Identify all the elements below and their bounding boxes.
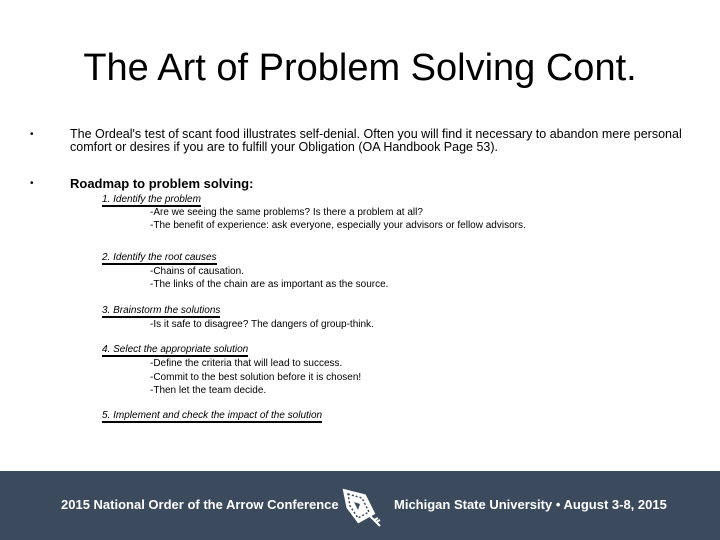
step-point: -Are we seeing the same problems? Is there a problem at all? — [150, 207, 423, 218]
step-brainstorm — [102, 306, 220, 316]
step-identify-problem — [102, 195, 201, 205]
step-label: 4. Select the appropriate solution — [102, 344, 249, 355]
step-root-causes — [102, 253, 217, 263]
bullet-marker: • — [30, 129, 34, 140]
step-point: -Define the criteria that will lead to success. — [150, 358, 343, 369]
footer-conference-name: 2015 National Order of the Arrow Conference — [61, 497, 339, 512]
step-label: 3. Brainstorm the solutions — [102, 305, 221, 316]
bullet-marker: • — [30, 178, 34, 189]
step-point: -Is it safe to disagree? The dangers of group-think. — [150, 319, 374, 330]
step-select-solution — [102, 345, 248, 355]
slide-title: The Art of Problem Solving Cont. — [83, 47, 637, 89]
step-implement — [102, 411, 322, 421]
step-label: 2. Identify the root causes — [102, 252, 217, 263]
step-point: -Chains of causation. — [150, 266, 244, 277]
arrowhead-logo-icon — [336, 484, 384, 528]
step-point: -Commit to the best solution before it is chosen! — [150, 372, 362, 383]
bullet-text: The Ordeal's test of scant food illustrates self-denial. Often you will find it necessary to abandon mere personal comfort or desires if you are to fulfill your Obligation (OA Handbook Page 53). — [70, 127, 682, 154]
footer-venue-dates: Michigan State University • August 3-8, 2015 — [394, 497, 667, 512]
step-point: -The links of the chain are as important as the source. — [150, 279, 389, 290]
footer-banner — [0, 471, 720, 540]
step-label: 1. Identify the problem — [102, 194, 201, 205]
bullet-text: Roadmap to problem solving: — [70, 176, 254, 191]
step-label: 5. Implement and check the impact of the solution — [102, 410, 323, 421]
step-point: -Then let the team decide. — [150, 385, 267, 396]
step-point: -The benefit of experience: ask everyone, especially your advisors or fellow advisors. — [150, 220, 526, 231]
